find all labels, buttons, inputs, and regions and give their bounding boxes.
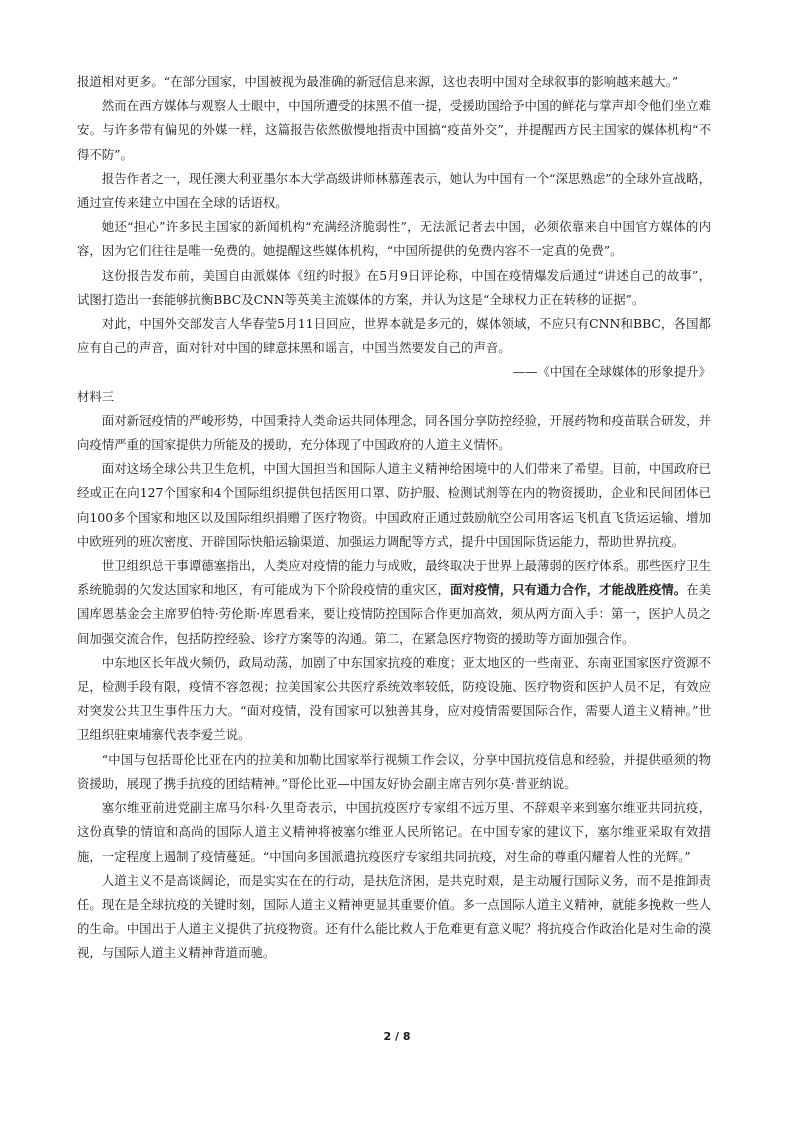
paragraph-text: 世卫组织总干事谭德塞指出，人类应对疫情的能力与成败，最终取决于世界上最薄弱的医疗体系。那些医疗卫生系统脆弱的欠发达国家和地区，有可能成为下个阶段疫情的重灾区，: [77, 558, 711, 598]
paragraph: 对此，中国外交部发言人华春莹5月11日回应，世界本就是多元的，媒体领域，不应只有CNN和BBC，各国都应有自己的声音，面对针对中国的肆意抹黑和谣言，中国当然要发自己的声音。: [77, 316, 711, 356]
paragraph: 报告作者之一，现任澳大利亚墨尔本大学高级讲师林慕莲表示，她认为中国有一个“深思熟虑”的全球外宣战略，通过宣传来建立中国在全球的话语权。: [77, 170, 711, 211]
paragraph: 面对这场全球公共卫生危机，中国大国担当和国际人道主义精神给困境中的人们带来了希望。目前，中国政府已经或正在向127个国家和4个国际组织提供包括医用口罩、防护服、检测试剂等在内的物资援助，企业和民间团体已向100多个国家和地区以及国际组织捐赠了医疗物资。中国政府正通过鼓励航空公司用客运飞机直飞货运运输、增加中欧班列的班次密度、开辟国际快船运输渠道、加强运力调配等方式，提升中国国际货运能力，帮助世界抗疫。: [77, 461, 711, 549]
paragraph: 她还“担心”许多民主国家的新闻机构“充满经济脆弱性”，无法派记者去中国，必须依靠来自中国官方媒体的内容，因为它们往往是唯一免费的。她提醒这些媒体机构，“中国所提供的免费内容不一定真的免费”。: [77, 219, 711, 259]
paragraph: “中国与包括哥伦比亚在内的拉美和加勒比国家举行视频工作会议，分享中国抗疫信息和经验，并提供亟须的物资援助，展现了携手抗疫的团结精神。”哥伦比亚—中国友好协会副主席吉列尔莫·普亚纳说。: [77, 751, 711, 791]
source-citation: ——《中国在全球媒体的形象提升》: [512, 364, 711, 380]
section-heading: 材料三: [77, 388, 115, 404]
paragraph-text: 在美国库恩基金会主席罗伯特·劳伦斯·库恩看来，要让疫情防控国际合作更加高效，须从两方面入手：第一，医护人员之间加强交流合作，包括防控经验、诊疗方案等的沟通。第二，在紧急医疗物资的援助等方面加强合作。: [77, 582, 712, 646]
bold-emphasis: 面对疫情，只有通力合作，才能战胜疫情。: [449, 582, 687, 598]
paragraph: 这份报告发布前，美国自由派媒体《纽约时报》在5月9日评论称，中国在疫情爆发后通过“讲述自己的故事”，试图打造出一套能够抗衡BBC及CNN等英美主流媒体的方案，并认为这是“全球权力正在转移的证据”。: [77, 267, 711, 307]
paragraph: 面对新冠疫情的严峻形势，中国秉持人类命运共同体理念，同各国分享防控经验，开展药物和疫苗联合研发，并向疫情严重的国家提供力所能及的援助，充分体现了中国政府的人道主义情怀。: [77, 412, 711, 453]
article-body: [77, 70, 711, 966]
paragraph: 人道主义不是高谈阔论，而是实实在在的行动，是扶危济困，是共克时艰，是主动履行国际义务，而不是推卸责任。现在是全球抗疫的关键时刻，国际人道主义精神更显其重要价值。多一点国际人道主义精神，就能多挽救一些人的生命。中国出于人道主义提供了抗疫物资。还有什么能比救人于危难更有意义呢？将抗疫合作政治化是对生命的漠视，与国际人道主义精神背道而驰。: [77, 872, 711, 961]
paragraph: 中东地区长年战火频仍，政局动荡，加剧了中东国家抗疫的难度；亚太地区的一些南亚、东南亚国家医疗资源不足，检测手段有限，疫情不容忽视；拉美国家公共医疗系统效率较低，防疫设施、医疗物资和医护人员不足，有效应对突发公共卫生事件压力大。“面对疫情，没有国家可以独善其身，应对疫情需要国际合作，需要人道主义精神。”世卫组织驻柬埔寨代表李爱兰说。: [77, 654, 711, 743]
paragraph: [77, 554, 711, 651]
paragraph: 塞尔维亚前进党副主席马尔科·久里奇表示，中国抗疫医疗专家组不远万里、不辞艰辛来到塞尔维亚共同抗疫，这份真挚的情谊和高尚的国际人道主义精神将被塞尔维亚人民所铭记。在中国专家的建议下，塞尔维亚采取有效措施，一定程度上遏制了疫情蔓延。“中国向多国派遣抗疫医疗专家组共同抗疫，对生命的尊重闪耀着人性的光辉。”: [77, 800, 711, 864]
paragraph-continuation: 报道相对更多。“在部分国家，中国被视为最准确的新冠信息来源，这也表明中国对全球叙事的影响越来越大。”: [77, 74, 679, 89]
page-number: 2 / 8: [383, 1030, 411, 1043]
paragraph: 然而在西方媒体与观察人士眼中，中国所遭受的抹黑不值一提，受援助国给予中国的鲜花与掌声却令他们坐立难安。与许多带有偏见的外媒一样，这篇报告依然傲慢地指责中国搞“疫苗外交”，并提醒西方民主国家的媒体机构“不得不防”。: [77, 98, 711, 162]
